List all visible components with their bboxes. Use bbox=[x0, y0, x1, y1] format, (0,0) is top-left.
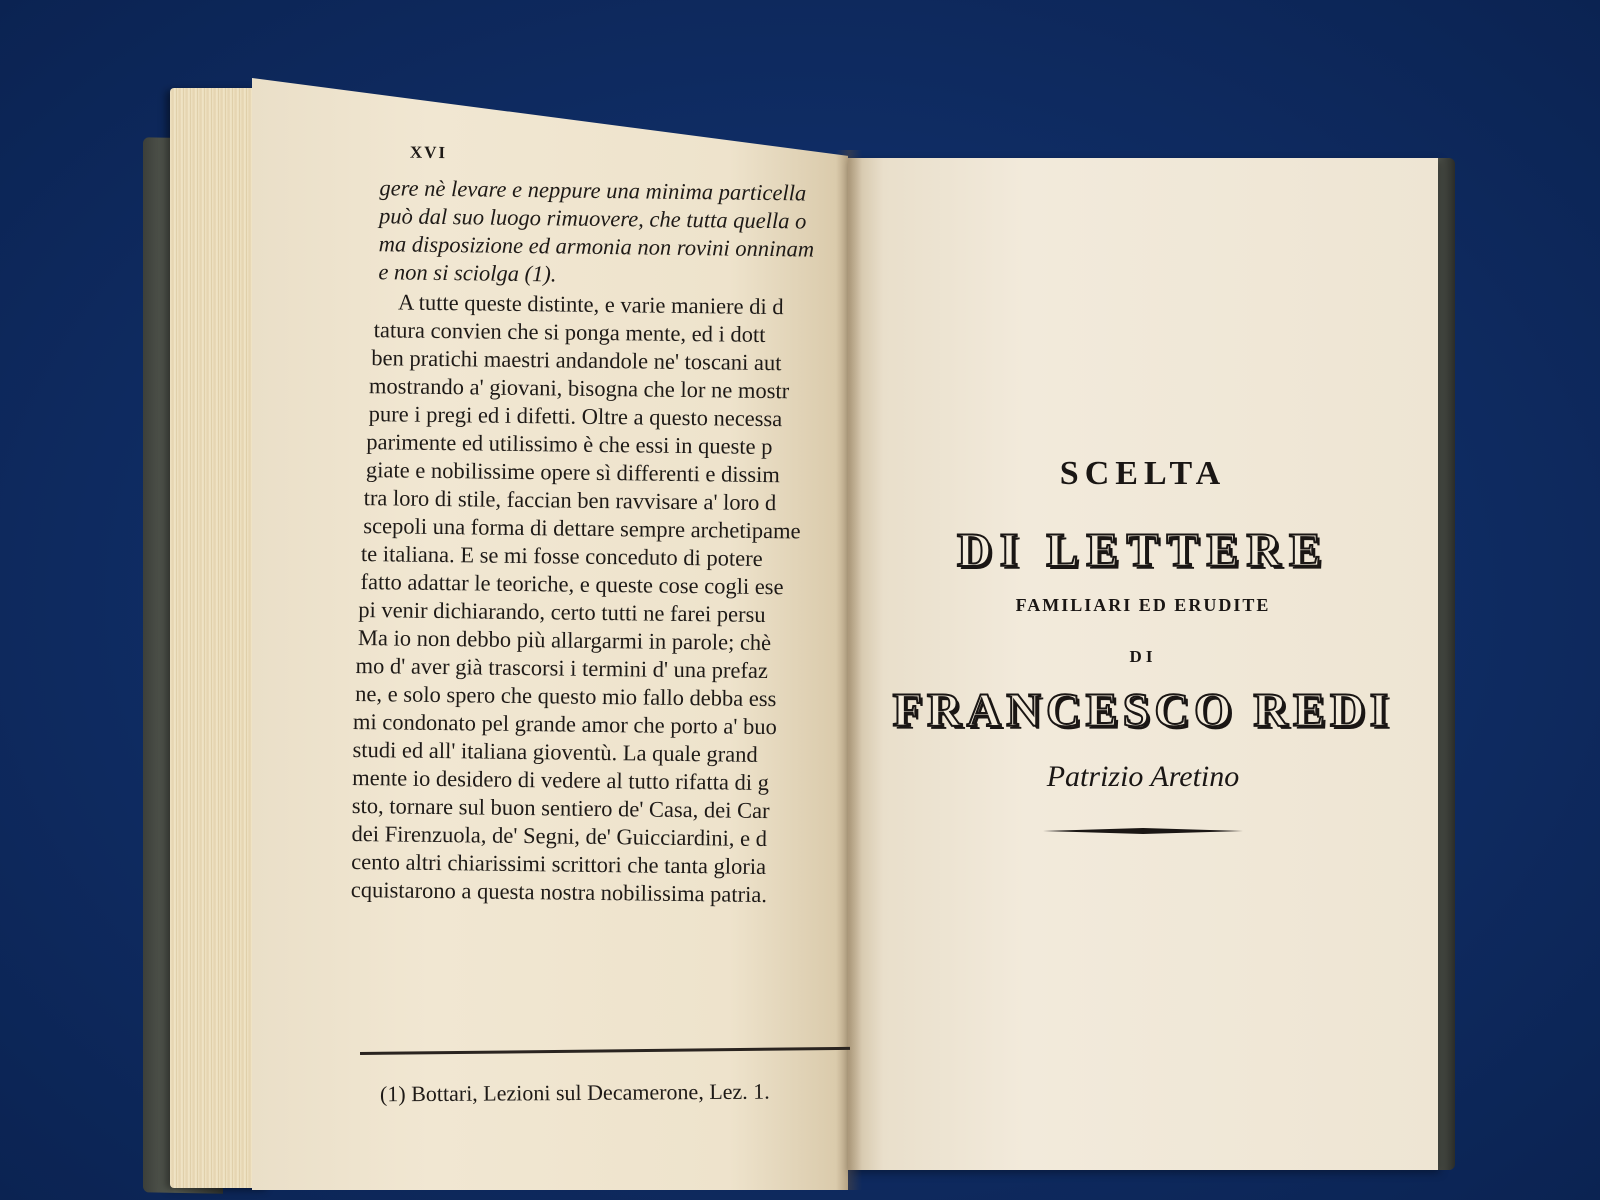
text-line: dei Firenzuola, de' Segni, de' Guicciardini, e d bbox=[351, 820, 768, 852]
left-page-text bbox=[350, 142, 849, 928]
text-line: ma disposizione ed armonia non rovini onninam bbox=[378, 231, 815, 262]
text-line: scepoli una forma di dettare sempre archetipame bbox=[363, 513, 801, 544]
title-line-2: DI LETTERE bbox=[956, 524, 1330, 577]
text-line: studi ed all' italiana gioventù. La quale grand bbox=[352, 736, 758, 767]
text-line: pure i pregi ed i difetti. Oltre a questo necessa bbox=[368, 401, 783, 432]
text-line: giate e nobilissime opere sì differenti e dissim bbox=[365, 457, 780, 488]
text-line: ben pratichi maestri andandole ne' toscani aut bbox=[371, 345, 782, 376]
text-line: te italiana. E se mi fosse conceduto di potere bbox=[360, 541, 763, 571]
text-line: gere nè levare e neppure una minima particella bbox=[379, 175, 807, 206]
text-line: pi venir dichiarando, certo tutti ne farei persu bbox=[358, 597, 766, 627]
byline-di: DI bbox=[1129, 647, 1157, 666]
author-title: Patrizio Aretino bbox=[1046, 760, 1240, 793]
text-line: cento altri chiarissimi scrittori che tanta gloria bbox=[351, 848, 767, 880]
text-line: sto, tornare sul buon sentiero de' Casa, dei Car bbox=[351, 792, 770, 824]
text-line: tatura convien che si ponga mente, ed i dott bbox=[373, 317, 766, 347]
text-line: mostrando a' giovani, bisogna che lor ne mostr bbox=[368, 373, 790, 404]
text-line: può dal suo luogo rimuovere, che tutta quella o bbox=[378, 203, 807, 234]
text-line: tra loro di stile, faccian ben ravvisare a' loro d bbox=[363, 485, 777, 516]
text-line: mo d' aver già trascorsi i termini d' una prefaz bbox=[355, 652, 769, 684]
page-number: XVI bbox=[409, 142, 448, 163]
text-line: A tutte queste distinte, e varie maniere di d bbox=[397, 289, 784, 320]
text-line: ne, e solo spero che questo mio fallo debba ess bbox=[355, 680, 777, 712]
subtitle: FAMILIARI ED ERUDITE bbox=[1015, 595, 1271, 615]
text-line: Ma io non debbo più allargarmi in parole; chè bbox=[357, 625, 772, 656]
footnote: (1) Bottari, Lezioni sul Decamerone, Lez. 1. bbox=[379, 1078, 770, 1107]
text-line: mi condonato pel grande amor che porto a' buo bbox=[352, 708, 777, 740]
text-line: fatto adattar le teoriche, e queste cose cogli ese bbox=[360, 569, 784, 600]
text-line: cquistarono a questa nostra nobilissima patria. bbox=[350, 876, 768, 908]
author-name: FRANCESCO REDI bbox=[892, 684, 1394, 737]
text-line: mente io desidero di vedere al tutto rifatta di g bbox=[352, 764, 770, 796]
ornament-rule bbox=[1043, 828, 1243, 834]
text-line: e non si sciolga (1). bbox=[378, 259, 557, 287]
text-line: parimente ed utilissimo è che essi in queste p bbox=[366, 429, 773, 460]
title-line-1: SCELTA bbox=[1059, 455, 1227, 492]
